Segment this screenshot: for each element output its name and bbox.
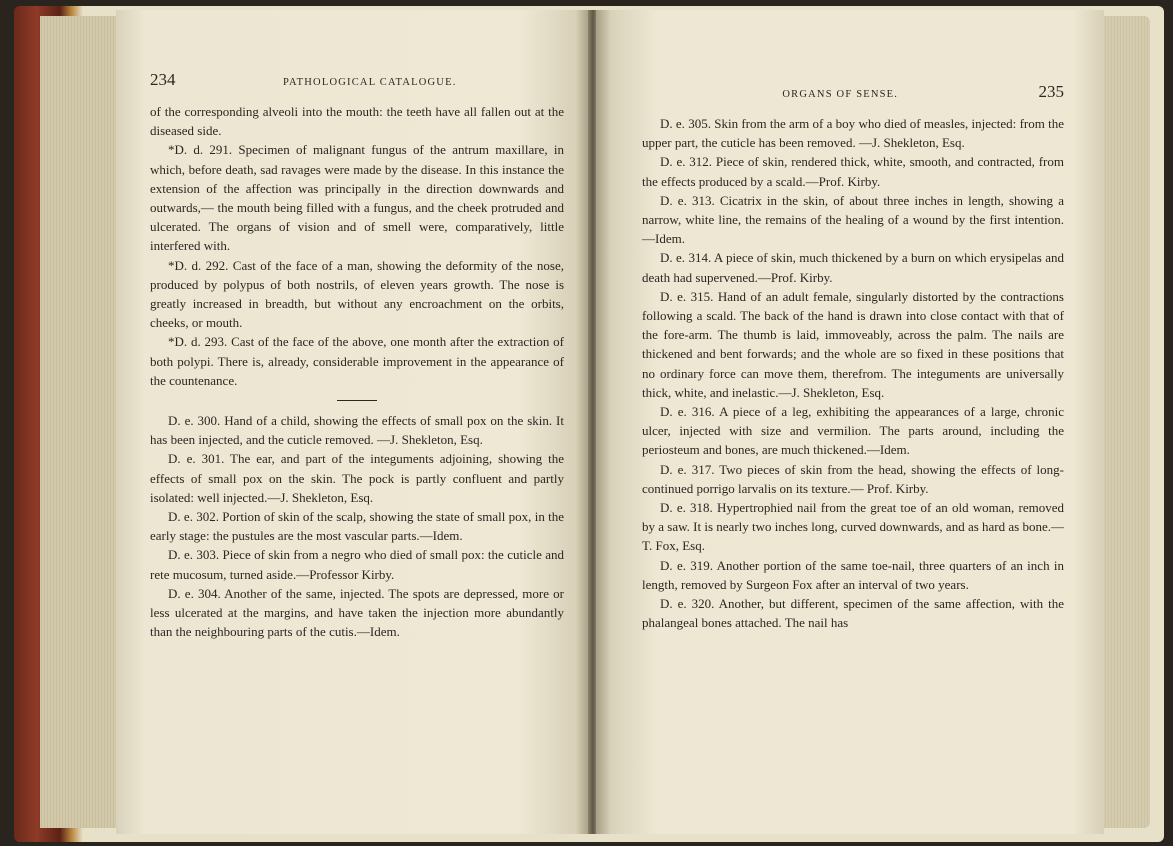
paragraph: D. e. 313. Cicatrix in the skin, of about three inches in length, showing a narrow, white line, the remains of the healing of a wound by the first intention.—Idem.	[642, 192, 1064, 247]
paragraph: D. e. 319. Another portion of the same toe-nail, three quarters of an inch in length, removed by Surgeon Fox after an interval of two years.	[642, 557, 1064, 592]
paragraph: D. e. 316. A piece of a leg, exhibiting the appearances of a large, chronic ulcer, injected with size and vermilion. The parts around, including the periosteum and bones, are much thickened.—Idem.	[642, 404, 1064, 458]
right-running-head	[642, 82, 1064, 102]
paragraph: D. e. 314. A piece of skin, much thickened by a burn on which erysipelas and death had supervened.—Prof. Kirby.	[642, 250, 1064, 285]
right-page	[596, 10, 1104, 834]
paragraph: D. e. 312. Piece of skin, rendered thick, white, smooth, and contracted, from the effects produced by a scald.—Prof. Kirby.	[642, 154, 1064, 189]
left-page-edges	[40, 16, 118, 828]
paragraph: *D. d. 293. Cast of the face of the above, one month after the extraction of both polypi. There is, already, considerable improvement in the appearance of the countenance.	[150, 334, 564, 388]
paragraph: D. e. 302. Portion of skin of the scalp, showing the state of small pox, in the early stage: the pustules are the most vascular parts.—Idem.	[150, 509, 564, 544]
right-page-number: 235	[1038, 82, 1064, 101]
paragraph: D. e. 320. Another, but different, specimen of the same affection, with the phalangeal bones attached. The nail has	[642, 596, 1064, 631]
paragraph: D. e. 300. Hand of a child, showing the effects of small pox on the skin. It has been injected, and the cuticle removed. —J. Shekleton, Esq.	[150, 413, 564, 448]
paragraph: D. e. 303. Piece of skin from a negro who died of small pox: the cuticle and rete mucosum, turned aside.—Professor Kirby.	[150, 547, 564, 582]
paragraph: D. e. 315. Hand of an adult female, singularly distorted by the contractions following a scald. The back of the hand is drawn into close contact with that of the fore-arm. The thumb is laid, immoveably, across the palm. The nails are thickened and bent forwards; and the whole are so fixed in these positions that no ordinary force can move them, therefrom. The integuments are universally thick, white, and inelastic.—J. Shekleton, Esq.	[642, 288, 1064, 400]
paragraph: of the corresponding alveoli into the mouth: the teeth have all fallen out at the diseased side.	[150, 104, 564, 139]
left-page	[116, 10, 590, 834]
paragraph: *D. d. 292. Cast of the face of a man, showing the deformity of the nose, produced by polypus of both nostrils, of eleven years growth. The nose is greatly increased in breadth, but without any encroachment on the orbits, cheeks, or mouth.	[150, 257, 564, 331]
right-page-edges	[1104, 16, 1150, 828]
paragraph: D. e. 304. Another of the same, injected. The spots are depressed, more or less ulcerated at the margins, and have taken the injection more abundantly than the neighbouring parts of the cutis.—Idem.	[150, 585, 564, 640]
left-running-head	[150, 70, 564, 90]
left-page-number: 234	[150, 70, 176, 89]
paragraph: D. e. 317. Two pieces of skin from the head, showing the effects of long-continued porrigo larvalis on its texture.— Prof. Kirby.	[642, 461, 1064, 496]
paragraph: *D. d. 291. Specimen of malignant fungus of the antrum maxillare, in which, before death, sad ravages were made by the disease. In this instance the extension of the affection was principally in the direction downwards and outwards,— the mouth being filled with a fungus, and the cheek protruded and ulcerated. The organs of vision and of smell were, comparatively, little interfered with.	[150, 142, 564, 254]
paragraph: D. e. 305. Skin from the arm of a boy who died of measles, injected: from the upper part, the cuticle has been removed. —J. Shekleton, Esq.	[642, 116, 1064, 151]
left-running-title: PATHOLOGICAL CATALOGUE.	[282, 77, 457, 88]
paragraph: D. e. 318. Hypertrophied nail from the great toe of an old woman, removed by a saw. It is nearly two inches long, curved downwards, and as hard as bone.—T. Fox, Esq.	[642, 500, 1064, 554]
right-running-title: ORGANS OF SENSE.	[782, 89, 899, 100]
paragraph: D. e. 301. The ear, and part of the integuments adjoining, showing the effects of small pox on the skin. The pock is partly confluent and partly isolated: well injected.—J. Shekleton, Esq.	[150, 451, 564, 505]
section-divider	[337, 400, 377, 401]
